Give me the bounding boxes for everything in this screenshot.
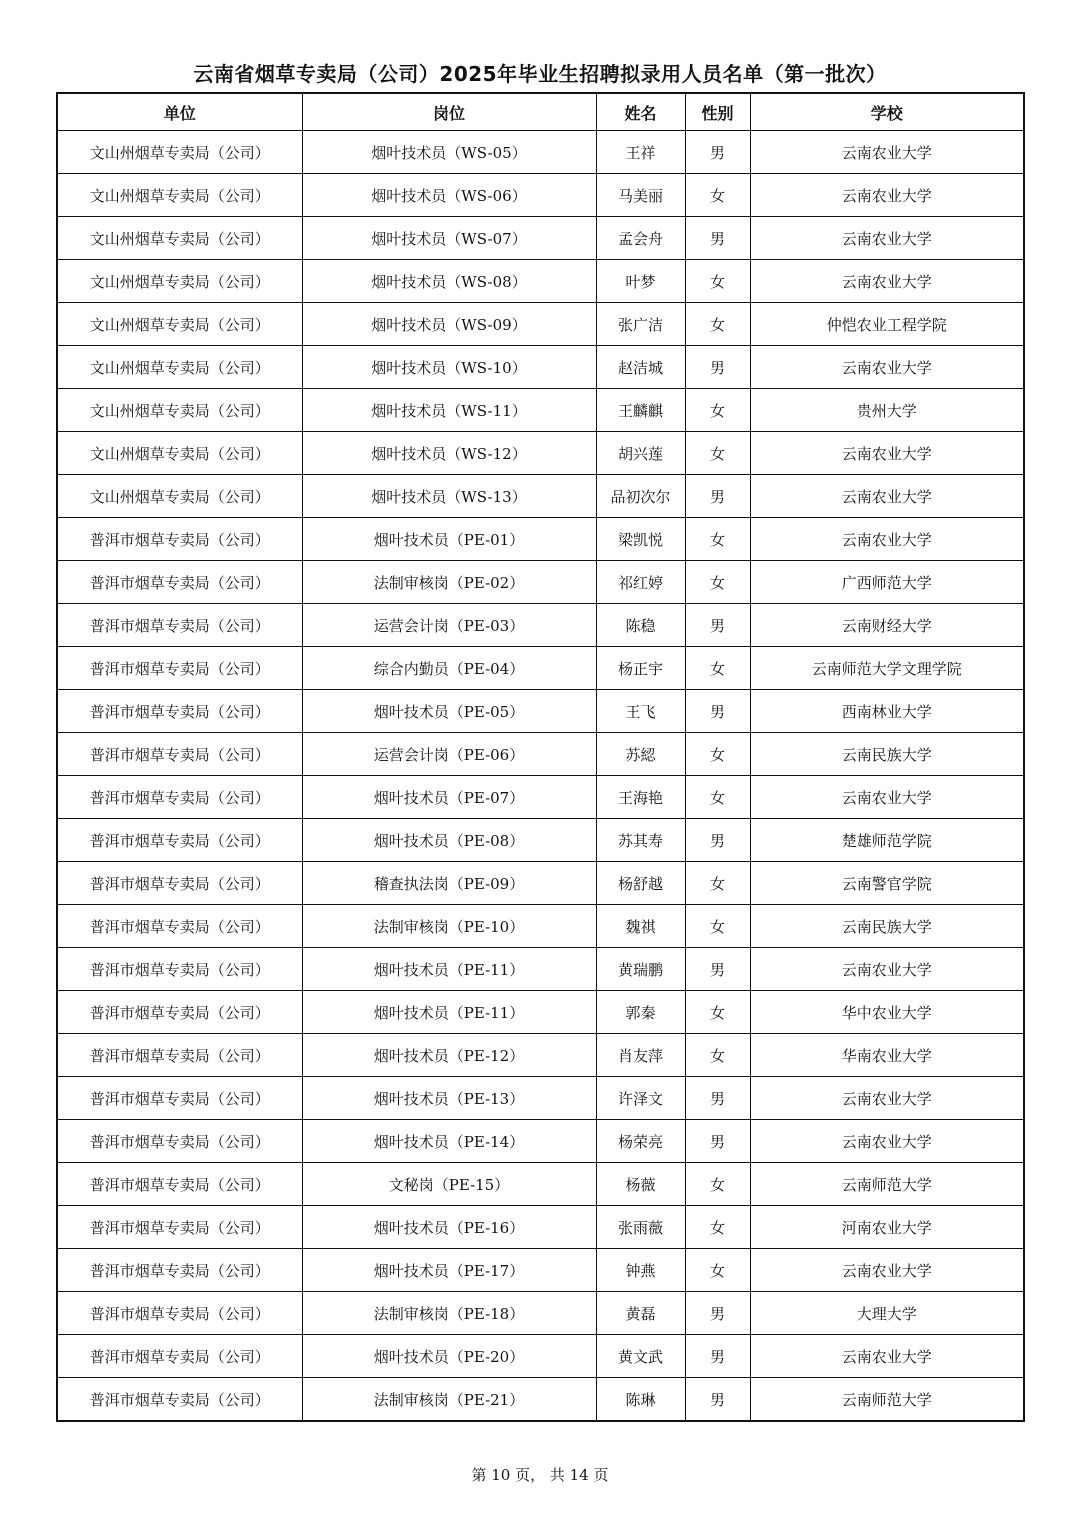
cell-position: 烟叶技术员（PE-08） xyxy=(302,819,596,862)
cell-school: 云南民族大学 xyxy=(750,733,1024,776)
cell-school: 云南农业大学 xyxy=(750,260,1024,303)
cell-gender: 女 xyxy=(685,432,750,475)
cell-position: 烟叶技术员（PE-12） xyxy=(302,1034,596,1077)
cell-gender: 女 xyxy=(685,1034,750,1077)
table-row xyxy=(57,1378,1024,1422)
table-row xyxy=(57,1034,1024,1077)
cell-unit: 文山州烟草专卖局（公司） xyxy=(57,389,302,432)
cell-name: 杨正宇 xyxy=(596,647,685,690)
cell-gender: 女 xyxy=(685,260,750,303)
table-row xyxy=(57,991,1024,1034)
cell-position: 烟叶技术员（PE-14） xyxy=(302,1120,596,1163)
cell-school: 云南农业大学 xyxy=(750,174,1024,217)
table-row xyxy=(57,131,1024,174)
table-row xyxy=(57,776,1024,819)
table-row xyxy=(57,690,1024,733)
cell-name: 王麟麒 xyxy=(596,389,685,432)
cell-position: 稽查执法岗（PE-09） xyxy=(302,862,596,905)
cell-position: 烟叶技术员（WS-08） xyxy=(302,260,596,303)
cell-gender: 男 xyxy=(685,1120,750,1163)
cell-name: 黄磊 xyxy=(596,1292,685,1335)
cell-position: 烟叶技术员（PE-11） xyxy=(302,991,596,1034)
cell-school: 云南财经大学 xyxy=(750,604,1024,647)
cell-school: 云南农业大学 xyxy=(750,475,1024,518)
cell-unit: 普洱市烟草专卖局（公司） xyxy=(57,991,302,1034)
cell-name: 苏其寿 xyxy=(596,819,685,862)
cell-position: 烟叶技术员（WS-09） xyxy=(302,303,596,346)
cell-unit: 普洱市烟草专卖局（公司） xyxy=(57,518,302,561)
cell-school: 广西师范大学 xyxy=(750,561,1024,604)
cell-gender: 女 xyxy=(685,991,750,1034)
table-row xyxy=(57,432,1024,475)
cell-unit: 普洱市烟草专卖局（公司） xyxy=(57,819,302,862)
cell-unit: 普洱市烟草专卖局（公司） xyxy=(57,733,302,776)
cell-position: 烟叶技术员（PE-11） xyxy=(302,948,596,991)
cell-school: 云南师范大学文理学院 xyxy=(750,647,1024,690)
cell-unit: 普洱市烟草专卖局（公司） xyxy=(57,647,302,690)
table-row xyxy=(57,1077,1024,1120)
table-row xyxy=(57,1249,1024,1292)
table-row xyxy=(57,1206,1024,1249)
cell-school: 大理大学 xyxy=(750,1292,1024,1335)
cell-unit: 文山州烟草专卖局（公司） xyxy=(57,432,302,475)
column-header-name: 姓名 xyxy=(596,93,685,131)
table-row xyxy=(57,905,1024,948)
cell-name: 杨薇 xyxy=(596,1163,685,1206)
cell-name: 孟会舟 xyxy=(596,217,685,260)
cell-name: 王祥 xyxy=(596,131,685,174)
cell-position: 烟叶技术员（WS-05） xyxy=(302,131,596,174)
cell-name: 祁红婷 xyxy=(596,561,685,604)
cell-unit: 普洱市烟草专卖局（公司） xyxy=(57,1120,302,1163)
cell-name: 黄瑞鹏 xyxy=(596,948,685,991)
cell-unit: 文山州烟草专卖局（公司） xyxy=(57,174,302,217)
cell-unit: 文山州烟草专卖局（公司） xyxy=(57,131,302,174)
table-row xyxy=(57,217,1024,260)
column-header-school: 学校 xyxy=(750,93,1024,131)
table-row xyxy=(57,733,1024,776)
cell-gender: 男 xyxy=(685,690,750,733)
cell-unit: 文山州烟草专卖局（公司） xyxy=(57,303,302,346)
cell-unit: 普洱市烟草专卖局（公司） xyxy=(57,776,302,819)
cell-unit: 文山州烟草专卖局（公司） xyxy=(57,217,302,260)
cell-position: 运营会计岗（PE-06） xyxy=(302,733,596,776)
cell-school: 云南农业大学 xyxy=(750,131,1024,174)
cell-school: 贵州大学 xyxy=(750,389,1024,432)
cell-gender: 女 xyxy=(685,776,750,819)
cell-gender: 男 xyxy=(685,131,750,174)
cell-position: 烟叶技术员（WS-10） xyxy=(302,346,596,389)
cell-school: 云南农业大学 xyxy=(750,1335,1024,1378)
table-row xyxy=(57,389,1024,432)
cell-unit: 普洱市烟草专卖局（公司） xyxy=(57,690,302,733)
cell-unit: 普洱市烟草专卖局（公司） xyxy=(57,1077,302,1120)
table-header-row xyxy=(57,93,1024,131)
cell-position: 法制审核岗（PE-21） xyxy=(302,1378,596,1422)
table-row xyxy=(57,604,1024,647)
cell-school: 云南农业大学 xyxy=(750,217,1024,260)
page-number: 第 10 页， 共 14 页 xyxy=(471,1466,609,1484)
cell-position: 法制审核岗（PE-02） xyxy=(302,561,596,604)
cell-school: 云南师范大学 xyxy=(750,1163,1024,1206)
cell-gender: 男 xyxy=(685,1378,750,1422)
cell-unit: 普洱市烟草专卖局（公司） xyxy=(57,1292,302,1335)
cell-gender: 女 xyxy=(685,733,750,776)
cell-name: 张雨薇 xyxy=(596,1206,685,1249)
cell-name: 张广洁 xyxy=(596,303,685,346)
cell-name: 杨舒越 xyxy=(596,862,685,905)
table-row xyxy=(57,346,1024,389)
cell-unit: 普洱市烟草专卖局（公司） xyxy=(57,604,302,647)
cell-gender: 女 xyxy=(685,303,750,346)
cell-unit: 普洱市烟草专卖局（公司） xyxy=(57,1163,302,1206)
cell-position: 运营会计岗（PE-03） xyxy=(302,604,596,647)
cell-unit: 普洱市烟草专卖局（公司） xyxy=(57,862,302,905)
table-row xyxy=(57,647,1024,690)
cell-school: 云南农业大学 xyxy=(750,518,1024,561)
table-row xyxy=(57,819,1024,862)
cell-school: 云南农业大学 xyxy=(750,1120,1024,1163)
cell-unit: 普洱市烟草专卖局（公司） xyxy=(57,1335,302,1378)
cell-gender: 女 xyxy=(685,1206,750,1249)
cell-school: 云南农业大学 xyxy=(750,346,1024,389)
cell-unit: 普洱市烟草专卖局（公司） xyxy=(57,905,302,948)
cell-school: 西南林业大学 xyxy=(750,690,1024,733)
cell-position: 烟叶技术员（PE-20） xyxy=(302,1335,596,1378)
cell-name: 陈稳 xyxy=(596,604,685,647)
table-row xyxy=(57,518,1024,561)
cell-position: 法制审核岗（PE-18） xyxy=(302,1292,596,1335)
column-header-gender: 性别 xyxy=(685,93,750,131)
cell-gender: 女 xyxy=(685,1163,750,1206)
table-row xyxy=(57,260,1024,303)
cell-unit: 普洱市烟草专卖局（公司） xyxy=(57,1378,302,1422)
cell-position: 烟叶技术员（WS-12） xyxy=(302,432,596,475)
cell-position: 烟叶技术员（PE-16） xyxy=(302,1206,596,1249)
cell-school: 华南农业大学 xyxy=(750,1034,1024,1077)
cell-unit: 文山州烟草专卖局（公司） xyxy=(57,260,302,303)
cell-gender: 男 xyxy=(685,217,750,260)
cell-name: 陈琳 xyxy=(596,1378,685,1422)
cell-name: 胡兴莲 xyxy=(596,432,685,475)
cell-name: 梁凯悦 xyxy=(596,518,685,561)
cell-gender: 男 xyxy=(685,475,750,518)
table-row xyxy=(57,561,1024,604)
cell-school: 云南农业大学 xyxy=(750,948,1024,991)
cell-school: 仲恺农业工程学院 xyxy=(750,303,1024,346)
cell-position: 文秘岗（PE-15） xyxy=(302,1163,596,1206)
table-row xyxy=(57,1292,1024,1335)
column-header-unit: 单位 xyxy=(57,93,302,131)
cell-name: 魏祺 xyxy=(596,905,685,948)
cell-school: 云南师范大学 xyxy=(750,1378,1024,1422)
cell-position: 综合内勤员（PE-04） xyxy=(302,647,596,690)
table-row xyxy=(57,1335,1024,1378)
cell-unit: 普洱市烟草专卖局（公司） xyxy=(57,1206,302,1249)
cell-gender: 女 xyxy=(685,862,750,905)
cell-unit: 普洱市烟草专卖局（公司） xyxy=(57,1249,302,1292)
cell-gender: 男 xyxy=(685,819,750,862)
cell-unit: 文山州烟草专卖局（公司） xyxy=(57,346,302,389)
cell-position: 烟叶技术员（PE-07） xyxy=(302,776,596,819)
cell-name: 王飞 xyxy=(596,690,685,733)
cell-school: 楚雄师范学院 xyxy=(750,819,1024,862)
cell-school: 云南农业大学 xyxy=(750,432,1024,475)
cell-school: 云南民族大学 xyxy=(750,905,1024,948)
cell-gender: 女 xyxy=(685,1249,750,1292)
cell-name: 杨荣亮 xyxy=(596,1120,685,1163)
cell-position: 烟叶技术员（PE-05） xyxy=(302,690,596,733)
cell-position: 烟叶技术员（WS-07） xyxy=(302,217,596,260)
cell-name: 赵洁城 xyxy=(596,346,685,389)
cell-gender: 男 xyxy=(685,948,750,991)
cell-gender: 女 xyxy=(685,647,750,690)
table-body xyxy=(57,131,1024,1422)
cell-name: 王海艳 xyxy=(596,776,685,819)
cell-gender: 女 xyxy=(685,905,750,948)
cell-position: 烟叶技术员（PE-13） xyxy=(302,1077,596,1120)
cell-gender: 男 xyxy=(685,1077,750,1120)
cell-gender: 女 xyxy=(685,389,750,432)
cell-position: 烟叶技术员（PE-01） xyxy=(302,518,596,561)
cell-position: 烟叶技术员（PE-17） xyxy=(302,1249,596,1292)
cell-name: 苏綛 xyxy=(596,733,685,776)
cell-name: 黄文武 xyxy=(596,1335,685,1378)
cell-position: 烟叶技术员（WS-13） xyxy=(302,475,596,518)
cell-position: 烟叶技术员（WS-11） xyxy=(302,389,596,432)
table-row xyxy=(57,862,1024,905)
cell-school: 河南农业大学 xyxy=(750,1206,1024,1249)
cell-name: 叶梦 xyxy=(596,260,685,303)
cell-name: 郭秦 xyxy=(596,991,685,1034)
cell-unit: 文山州烟草专卖局（公司） xyxy=(57,475,302,518)
cell-unit: 普洱市烟草专卖局（公司） xyxy=(57,1034,302,1077)
table-row xyxy=(57,475,1024,518)
cell-gender: 女 xyxy=(685,561,750,604)
table-row xyxy=(57,303,1024,346)
cell-gender: 男 xyxy=(685,346,750,389)
cell-name: 肖友萍 xyxy=(596,1034,685,1077)
cell-name: 钟燕 xyxy=(596,1249,685,1292)
cell-position: 烟叶技术员（WS-06） xyxy=(302,174,596,217)
table-row xyxy=(57,1120,1024,1163)
cell-name: 品初次尔 xyxy=(596,475,685,518)
cell-school: 云南农业大学 xyxy=(750,776,1024,819)
cell-name: 马美丽 xyxy=(596,174,685,217)
table-row xyxy=(57,174,1024,217)
table-row xyxy=(57,948,1024,991)
cell-unit: 普洱市烟草专卖局（公司） xyxy=(57,948,302,991)
cell-gender: 男 xyxy=(685,604,750,647)
cell-name: 许泽文 xyxy=(596,1077,685,1120)
cell-gender: 女 xyxy=(685,518,750,561)
cell-gender: 男 xyxy=(685,1335,750,1378)
cell-unit: 普洱市烟草专卖局（公司） xyxy=(57,561,302,604)
hiring-list-table xyxy=(56,92,1025,1422)
cell-gender: 女 xyxy=(685,174,750,217)
cell-school: 华中农业大学 xyxy=(750,991,1024,1034)
cell-gender: 男 xyxy=(685,1292,750,1335)
cell-school: 云南农业大学 xyxy=(750,1249,1024,1292)
document-title: 云南省烟草专卖局（公司）2025年毕业生招聘拟录用人员名单（第一批次） xyxy=(193,62,887,86)
table-row xyxy=(57,1163,1024,1206)
cell-school: 云南警官学院 xyxy=(750,862,1024,905)
column-header-position: 岗位 xyxy=(302,93,596,131)
cell-school: 云南农业大学 xyxy=(750,1077,1024,1120)
cell-position: 法制审核岗（PE-10） xyxy=(302,905,596,948)
